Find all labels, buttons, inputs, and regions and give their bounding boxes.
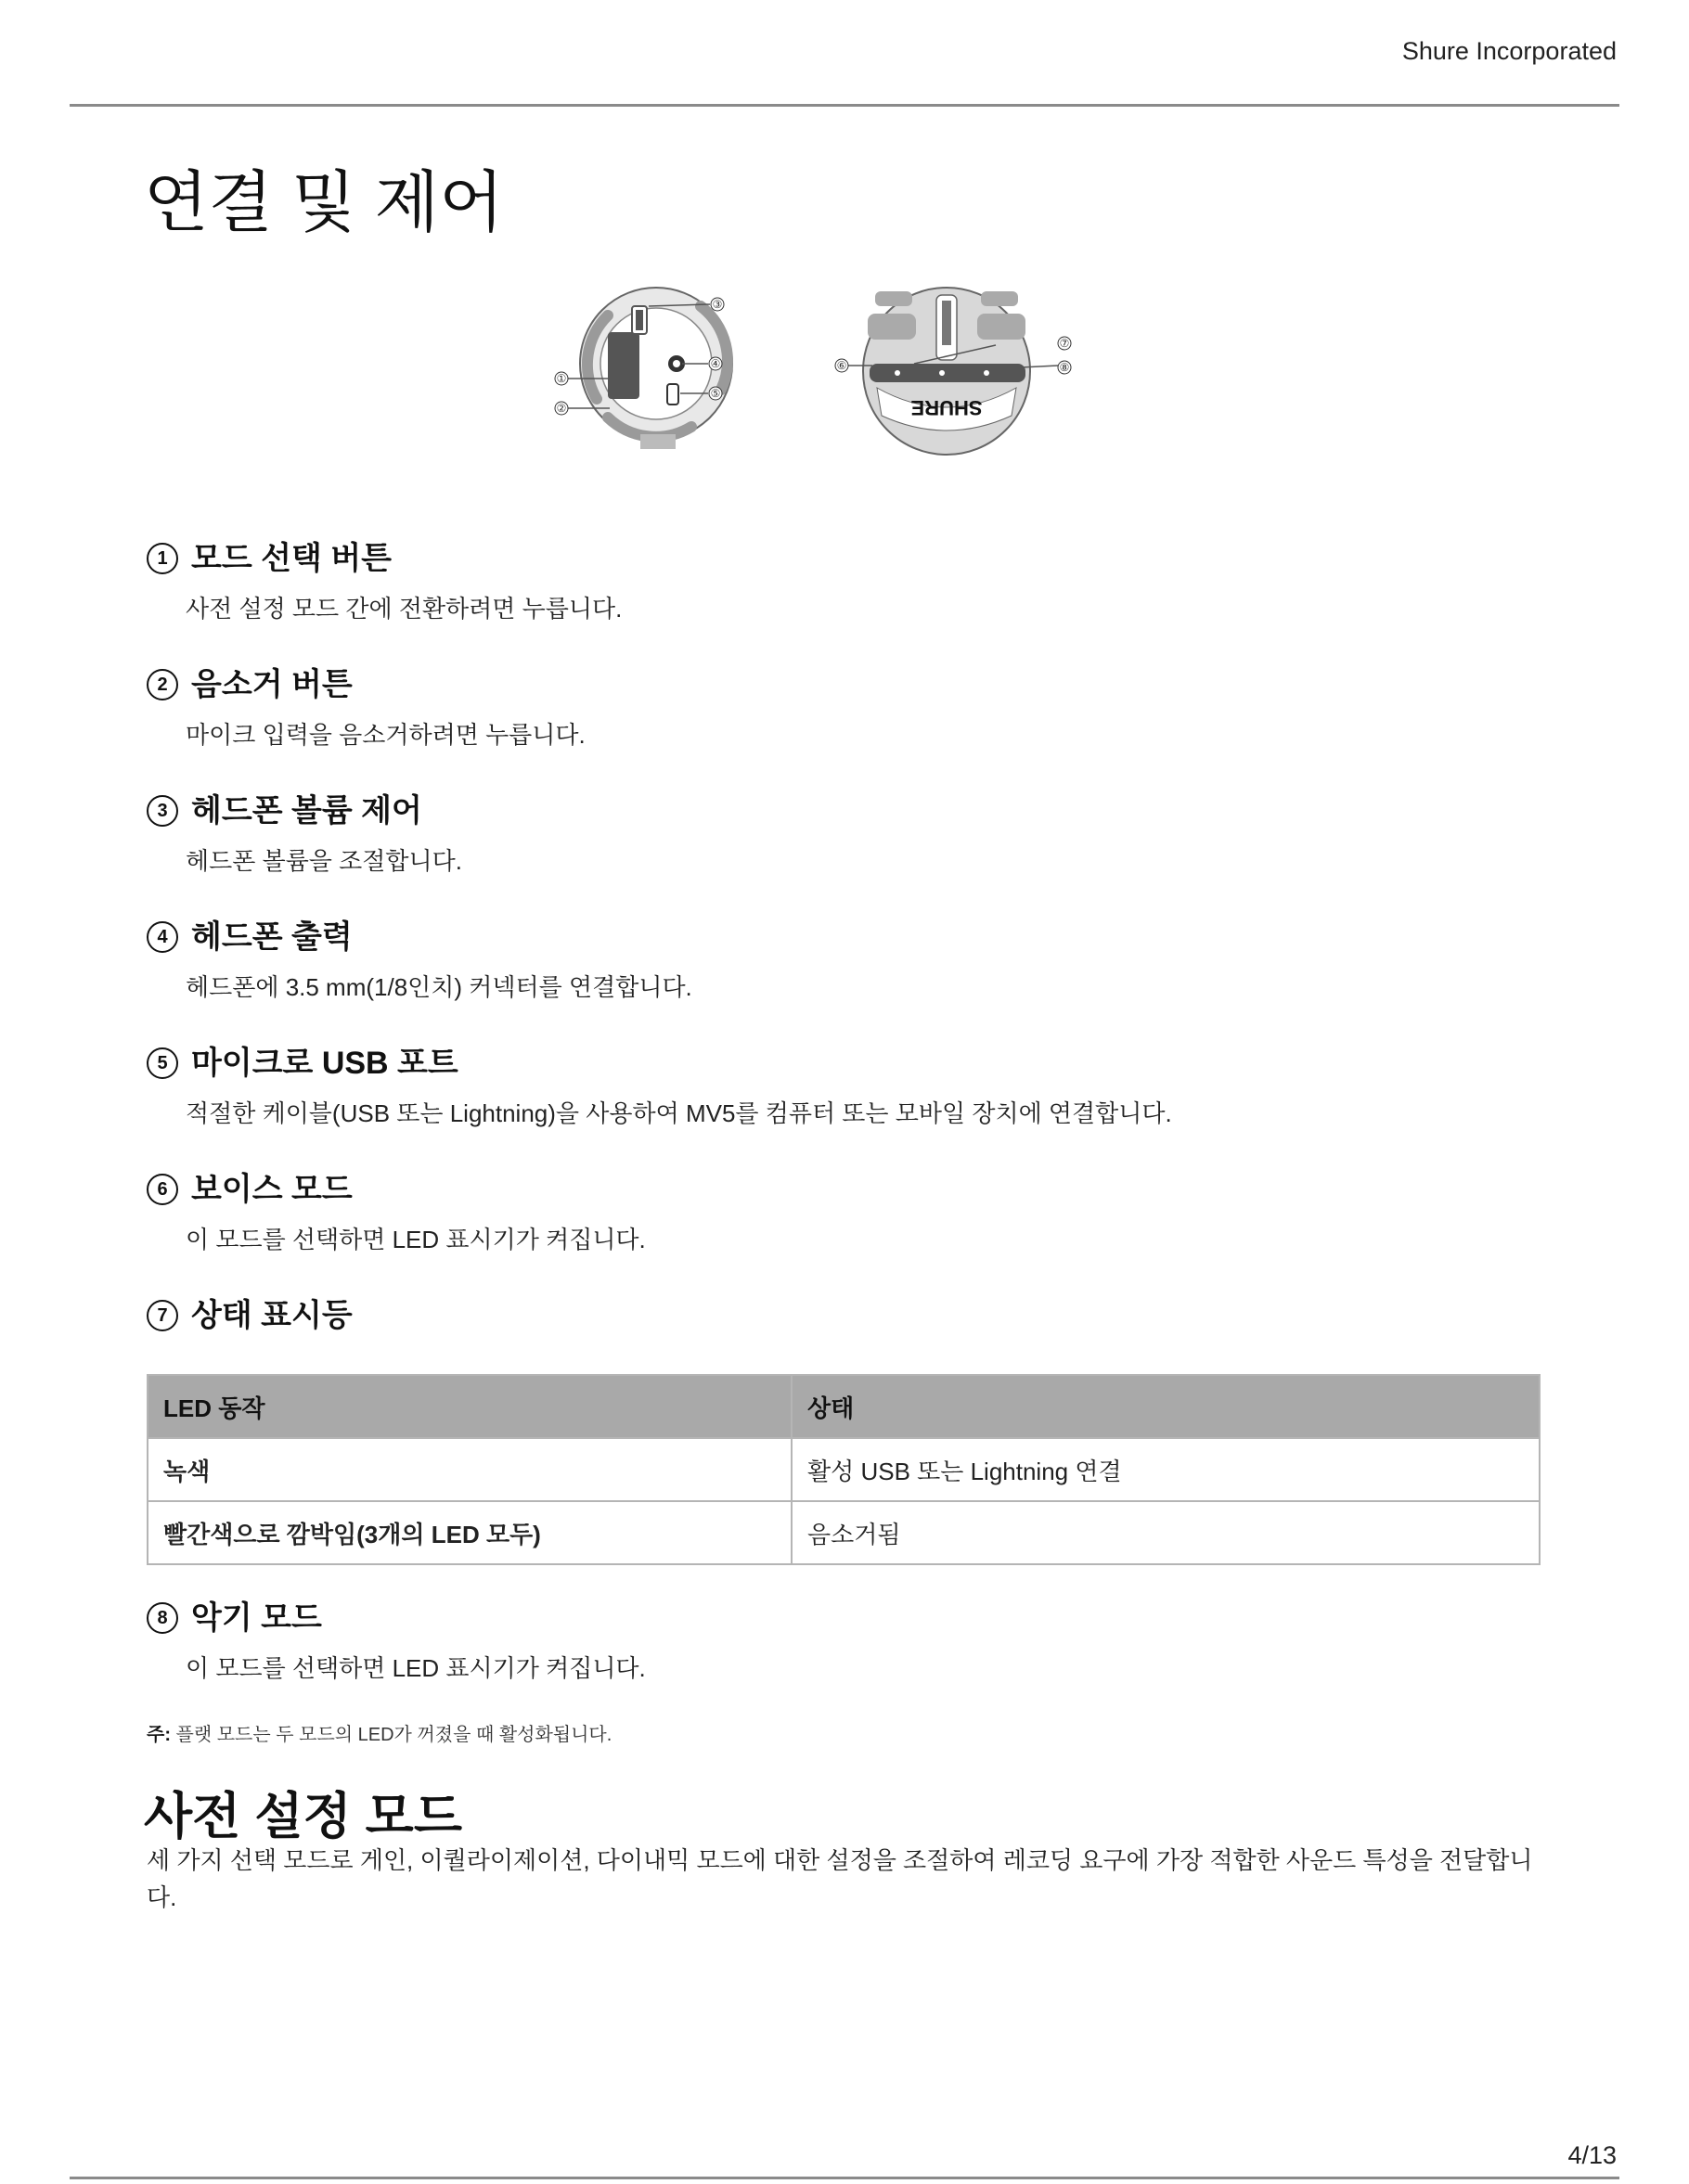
item-number: 5 (147, 1047, 178, 1079)
item-number: 1 (147, 543, 178, 574)
section-title-preset-modes: 사전 설정 모드 (144, 1789, 462, 1844)
item-desc: 이 모드를 선택하면 LED 표시기가 켜집니다. (186, 1226, 646, 1253)
item-number: 7 (147, 1300, 178, 1331)
callout-8: ⑧ (1059, 361, 1070, 374)
item-desc: 이 모드를 선택하면 LED 표시기가 켜집니다. (186, 1654, 646, 1682)
item-mute (147, 662, 1539, 750)
callout-7: ⑦ (1059, 337, 1070, 350)
callout-2: ② (556, 402, 567, 415)
callout-4: ④ (710, 357, 721, 370)
item-title: 마이크로 USB 포트 (191, 1046, 458, 1081)
mic-front-view (847, 288, 1058, 455)
callout-3: ③ (712, 298, 723, 311)
item-usb-port (147, 1041, 1539, 1128)
table-cell: 빨간색으로 깜박임(3개의 LED 모두) (148, 1501, 792, 1564)
note (147, 1719, 612, 1746)
mic-back-view (567, 288, 732, 449)
item-title: 모드 선택 버튼 (191, 541, 392, 576)
item-desc: 헤드폰에 3.5 mm(1/8인치) 커넥터를 연결합니다. (186, 973, 692, 1001)
callout-1: ① (556, 372, 567, 385)
table-cell: 녹색 (148, 1438, 792, 1501)
preset-description: 세 가지 선택 모드로 게인, 이퀄라이제이션, 다이내믹 모드에 대한 설정을 조절하여 레코딩 요구에 가장 적합한 사운드 특성을 전달합니다. (147, 1846, 1533, 1911)
item-number: 6 (147, 1174, 178, 1205)
header-rule (70, 104, 1619, 107)
led-status-table (147, 1374, 1541, 1565)
callout-6: ⑥ (836, 359, 847, 372)
table-row (148, 1438, 1540, 1501)
item-mode-select (147, 536, 1539, 623)
item-status-indicator (147, 1293, 1539, 1338)
page-number: 4/13 (1567, 2141, 1617, 2169)
product-diagram (552, 278, 1090, 464)
header-company: Shure Incorporated (1401, 37, 1617, 65)
item-headphone-output (147, 915, 1539, 1002)
brand-logo: SHURE (910, 396, 983, 419)
table-header: 상태 (792, 1375, 1540, 1438)
note-label: 주: (147, 1725, 171, 1745)
note-text: 플랫 모드는 두 모드의 LED가 꺼졌을 때 활성화됩니다. (170, 1725, 612, 1745)
item-desc: 사전 설정 모드 간에 전환하려면 누릅니다. (186, 595, 623, 623)
instrument-mode-section (147, 1596, 1539, 1722)
item-desc: 헤드폰 볼륨을 조절합니다. (186, 847, 462, 875)
table-row (148, 1501, 1540, 1564)
table-header-row (148, 1375, 1540, 1438)
item-title: 헤드폰 볼륨 제어 (191, 793, 422, 829)
table-cell: 음소거됨 (792, 1501, 1540, 1564)
callout-5: ⑤ (710, 387, 721, 400)
item-headphone-volume (147, 789, 1539, 876)
item-title: 음소거 버튼 (191, 667, 353, 702)
item-title: 상태 표시등 (191, 1298, 353, 1333)
item-desc: 적절한 케이블(USB 또는 Lightning)을 사용하여 MV5를 컴퓨터 또는 모바일 장치에 연결합니다. (186, 1099, 1172, 1127)
item-instrument-mode (147, 1596, 1539, 1683)
page-title: 연결 및 제어 (144, 166, 504, 240)
table-header: LED 동작 (148, 1375, 792, 1438)
item-number: 3 (147, 795, 178, 827)
footer-rule (70, 2177, 1619, 2179)
item-desc: 마이크 입력을 음소거하려면 누릅니다. (186, 721, 586, 749)
table-cell: 활성 USB 또는 Lightning 연결 (792, 1438, 1540, 1501)
item-title: 보이스 모드 (191, 1172, 353, 1207)
item-number: 2 (147, 669, 178, 700)
item-title: 헤드폰 출력 (191, 919, 353, 955)
item-title: 악기 모드 (191, 1600, 322, 1636)
item-number: 8 (147, 1602, 178, 1634)
control-descriptions (147, 536, 1539, 1377)
item-voice-mode (147, 1167, 1539, 1254)
item-number: 4 (147, 921, 178, 953)
